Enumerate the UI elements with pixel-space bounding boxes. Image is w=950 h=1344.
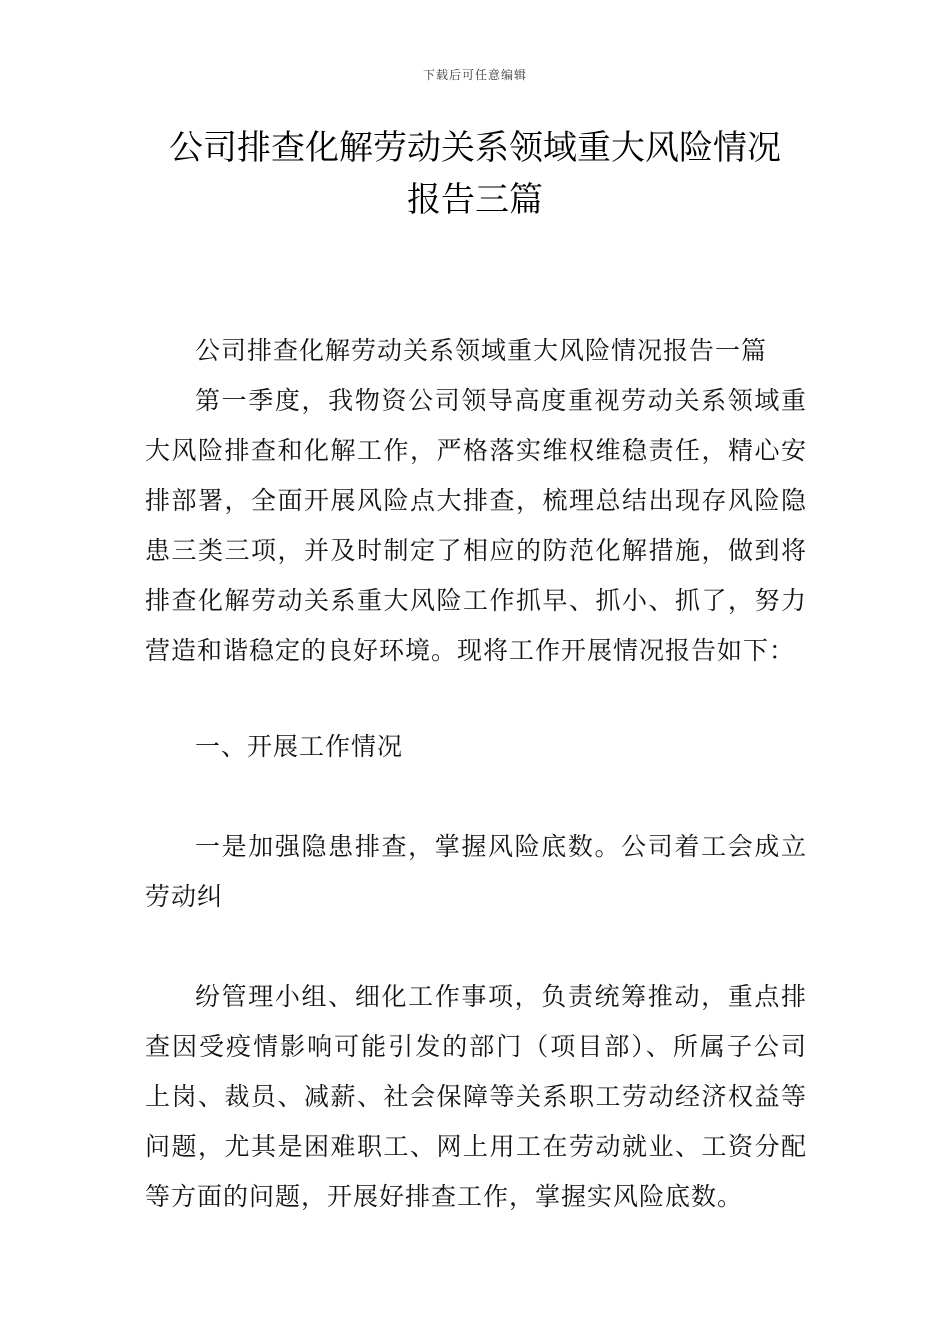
item-1-paragraph-continued: 纷管理小组、细化工作事项，负责统筹推动，重点排查因受疫情影响可能引发的部门（项目部）、所属子公司上岗、裁员、减薪、社会保障等关系职工劳动经济权益等问题，尤其是困难职工、网上用工在劳动就业、工资分配等方面的问题，开展好排查工作，掌握实风险底数。 <box>145 982 807 1211</box>
item-1-paragraph: 一是加强隐患排查，掌握风险底数。公司着工会成立劳动纠 <box>145 832 807 911</box>
document-title <box>100 122 850 226</box>
document-title-line-1: 公司排查化解劳动关系领域重大风险情况 <box>169 128 781 168</box>
document-title-line-2: 报告三篇 <box>407 180 543 220</box>
section-heading-1: 一、开展工作情况 <box>195 732 404 761</box>
intro-paragraph: 第一季度，我物资公司领导高度重视劳动关系领域重大风险排查和化解工作，严格落实维权维稳责任，精心安排部署，全面开展风险点大排查，梳理总结出现存风险隐患三类三项，并及时制定了相应的防范化解措施，做到将排查化解劳动关系重大风险工作抓早、抓小、抓了，努力营造和谐稳定的良好环境。现将工作开展情况报告如下： <box>145 386 807 665</box>
report-subtitle: 公司排查化解劳动关系领域重大风险情况报告一篇 <box>195 336 768 365</box>
header-note: 下载后可任意编辑 <box>422 68 527 82</box>
